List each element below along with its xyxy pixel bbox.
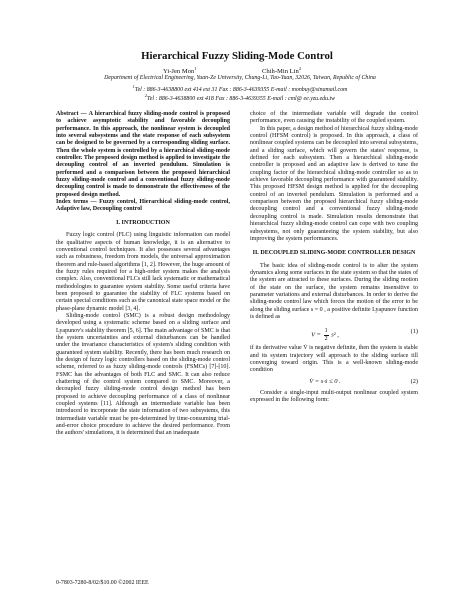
- equation-1-fraction: [324, 328, 329, 342]
- intro-paragraph-1: Fuzzy logic control (FLC) using linguistic information can model the qualitative aspects of human knowledge, it is an alternative to conventional control techniques. It also possesses several advantages such as robustness, freedom from models, the universal approximation theorem and rule-based algorithms [1, 2]. However, the huge amount of the fuzzy rules required for a high-order system makes the analysis complex. Also, conventional FLCs still lack systematic or mathematical methodologies to guarantee system stability. Some useful criteria have been proposed to guarantee the stability of FLC systems based on certain special conditions such as the canonical state space model or the phase-plane dynamic model [3, 4].: [56, 232, 230, 312]
- contact-2-sup: 2: [144, 93, 148, 98]
- equation-1-denominator: 2: [324, 335, 328, 342]
- affiliation-contact-2: [40, 92, 440, 103]
- equation-1-numerator: 1: [324, 328, 328, 335]
- equation-1-number: (1): [410, 328, 418, 336]
- right-column: [250, 111, 418, 405]
- copyright-footer: 0-7803-7280-8/02/$10.00 ©2002 IEEE: [56, 580, 149, 586]
- author-1-sup: 1: [194, 66, 197, 71]
- author-2-name: Chih-Min Lin: [262, 68, 299, 76]
- section-2-heading: II. DECOUPLED SLIDING-MODE CONTROLLER DESIGN: [252, 250, 416, 257]
- author-2-sup: 2: [298, 66, 302, 71]
- intro-paragraph-2: Sliding-mode control (SMC) is a robust design methodology developed using a systematic scheme based on a sliding surface and Lyapunov's stability theorem [5, 6]. The main advantage of SMC is that the system uncertainties and external disturbances can be handled under the invariance characteristics of system's sliding condition with guaranteed system stability. Recently, there has been much research on the design of fuzzy logic controllers based on the sliding-mode control scheme, referred to as fuzzy sliding-mode controls (FSMCs) [7]-[10]. FSMC has the advantages of both FLC and SMC. It can also reduce chattering of the control system compared to SMC. Moreover, a decoupled fuzzy sliding-mode control design method has been proposed to achieve decoupling performance of a class of nonlinear coupled systems [11]. Although an intermediate variable has been introduced to incorporate the state information of two subsystems, this intermediate variable must be pre-determined by time-consuming trial-and-error choice procedure to achieve the desired performance. From the authors' simulations, it is determined that an inadequate: [56, 312, 230, 437]
- right-paragraph-3: The basic idea of sliding-mode control is to alter the system dynamics along some surfaces in the state system so that the states of the system are attracted to these surfaces. During the sliding motion of the state on the surface, the system remains insensitive to parameter variations and external disturbances. In order to derive the sliding-mode control law which forces the motion of the error to be along the sliding surface s = 0 , a positive definite Lyapunov function is defined as: [250, 262, 418, 321]
- author-1-name: Yi-Jen Mon: [163, 68, 195, 76]
- abstract: Abstract — A hierarchical fuzzy sliding-mode control is proposed to achieve asymptotic stability and favorable decoupling performance. In this approach, the nonlinear system is decoupled into several subsystems and the state response of each subsystem can be designed to be governed by a corresponding sliding surface. Then the whole system is controlled by a hierarchical sliding-mode controller. The proposed design method is applied to investigate the decoupling control of an inverted pendulum. Simulation is performed and a comparison between the proposed hierarchical fuzzy sliding-mode control and a conventional fuzzy sliding-mode decoupling control is made to demonstrate the effectiveness of the proposed design method.: [56, 111, 230, 198]
- affiliation-department: Department of Electrical Engineering, Yuan-Ze University, Chung-Li, Tao-Yuan, 32026, Taiwan, Republic of China: [104, 75, 376, 81]
- right-paragraph-5: Consider a single-input multi-output nonlinear coupled system expressed in the following form:: [250, 389, 418, 404]
- equation-2-body: V̇ = s·ṡ ≤ 0 .: [309, 377, 341, 385]
- equation-1-rhs: s² ,: [331, 331, 339, 339]
- section-1-heading: I. INTRODUCTION: [116, 219, 170, 226]
- paper-title: Hierarchical Fuzzy Sliding-Mode Control: [141, 50, 333, 62]
- contact-1-sup: 1: [132, 84, 135, 89]
- equation-1-body: [250, 328, 400, 342]
- left-column: [56, 111, 230, 438]
- equation-1-lhs: V =: [311, 331, 321, 339]
- right-paragraph-2: In this paper, a design method of hierarchical fuzzy sliding-mode control (HFSM control) is proposed. In this approach, a class of nonlinear coupled systems can be decoupled into several subsystems, and a sliding surface, which will govern the states' response, is defined for each subsystem. Then a hierarchical sliding-mode controller is proposed and an adaptive law is derived to tune the coupling factor of the hierarchical sliding-mode controller so as to achieve favorable decoupling performance with guaranteed stability. This proposed HFSM design method is applied for the decoupling control of an inverted pendulum. Simulation is performed and a comparison between the proposed hierarchical fuzzy sliding-mode decoupling control and a conventional fuzzy sliding-mode decoupling control is made. Simulation results demonstrate that hierarchical fuzzy sliding-mode control can cope with two coupling subsystems, not only guaranteeing the system stability, but also improving the system performances.: [250, 125, 418, 242]
- equation-2: [250, 377, 418, 388]
- right-paragraph-4: if its derivative value V̇ is negative definite, then the system is stable and its system trajectory will approach to the sliding surface till converging toward origin. This is a well-known sliding-mode condition: [250, 345, 418, 374]
- index-terms: Index terms — Fuzzy control, Hierarchical sliding-mode control, Adaptive law, Decoupling control: [56, 199, 230, 213]
- equation-2-number: (2): [410, 377, 418, 385]
- contact-2-text: Tel : 886-3-4638800 ext 418 Fax : 886-3-4639355 E-mail : cml@ ee.yzu.edu.tw: [147, 95, 336, 102]
- contact-1-text: Tel : 886-3-4638800 ext 414 ext 31 Fax : 886-3-4639355 E-mail : monbuy@sinamail.com: [134, 86, 348, 93]
- equation-1: [250, 324, 418, 342]
- right-paragraph-1: choice of the intermediate variable will degrade the control performance, even causing the instability of the coupled system.: [250, 111, 418, 125]
